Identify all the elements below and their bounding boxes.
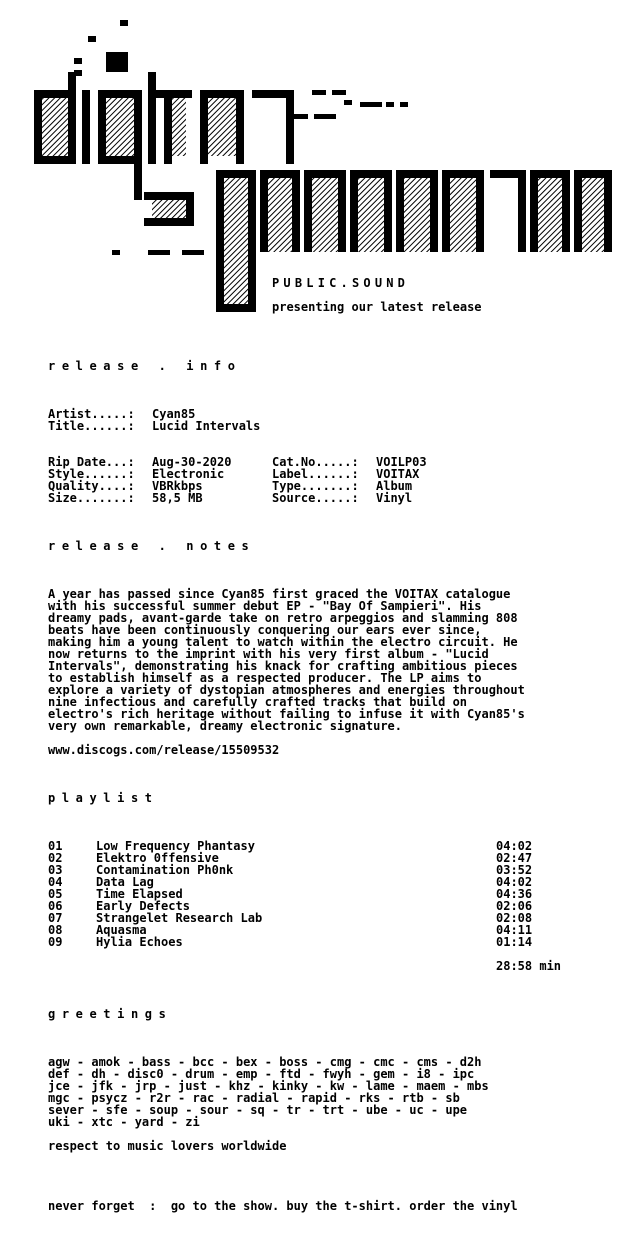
style-label: Style......: (48, 467, 135, 481)
catno-label: Cat.No.....: (272, 455, 359, 469)
track-number: 01 (48, 839, 63, 853)
track-number: 08 (48, 923, 63, 937)
never-forget-line: never forget : go to the show. buy the t-shirt. order the vinyl (48, 1199, 518, 1213)
rip-date-value: Aug-30-2020 (152, 455, 232, 469)
size-label: Size.......: (48, 491, 135, 505)
tagline: PUBLIC.SOUND (272, 276, 410, 290)
track-time: 02:06 (496, 899, 533, 913)
greetings-line: uki - xtc - yard - zi (48, 1115, 200, 1129)
type-value: Album (376, 479, 413, 493)
greetings-line: def - dh - disc0 - drum - emp - ftd - fwyh - gem - i8 - ipc (48, 1067, 475, 1081)
quality-value: VBRkbps (152, 479, 203, 493)
track-time: 04:36 (496, 887, 533, 901)
source-value: Vinyl (376, 491, 413, 505)
track-number: 05 (48, 887, 63, 901)
track-title: Elektro 0ffensive (96, 851, 219, 865)
track-number: 02 (48, 851, 63, 865)
section-title-release-info: release . info (48, 359, 242, 373)
track-time: 04:02 (496, 875, 533, 889)
track-title: Low Frequency Phantasy (96, 839, 255, 853)
artist-label: Artist.....: (48, 407, 135, 421)
track-number: 06 (48, 899, 63, 913)
track-time: 04:11 (496, 923, 533, 937)
section-title-playlist: playlist (48, 791, 159, 805)
section-title-release-notes: release . notes (48, 539, 256, 553)
digital-phantasm-logo (30, 20, 620, 320)
rip-date-label: Rip Date...: (48, 455, 135, 469)
greetings-line: agw - amok - bass - bcc - bex - boss - cmg - cmc - cms - d2h (48, 1055, 482, 1069)
track-time: 02:47 (496, 851, 533, 865)
track-title: Early Defects (96, 899, 190, 913)
track-number: 07 (48, 911, 63, 925)
greetings-line: mgc - psycz - r2r - rac - radial - rapid - rks - rtb - sb (48, 1091, 460, 1105)
size-value: 58,5 MB (152, 491, 203, 505)
style-value: Electronic (152, 467, 225, 481)
title-value: Lucid Intervals (152, 419, 261, 433)
label-value: VOITAX (376, 467, 420, 481)
track-time: 02:08 (496, 911, 533, 925)
track-title: Aquasma (96, 923, 147, 937)
track-title: Time Elapsed (96, 887, 183, 901)
section-title-greetings: greetings (48, 1007, 173, 1021)
track-number: 03 (48, 863, 63, 877)
track-number: 04 (48, 875, 63, 889)
discogs-link[interactable]: www.discogs.com/release/15509532 (48, 743, 280, 757)
track-time: 04:02 (496, 839, 533, 853)
track-number: 09 (48, 935, 63, 949)
type-label: Type.......: (272, 479, 359, 493)
greetings-line: jce - jfk - jrp - just - khz - kinky - kw - lame - maem - mbs (48, 1079, 489, 1093)
respect-line: respect to music lovers worldwide (48, 1139, 287, 1153)
track-title: Contamination Ph0nk (96, 863, 234, 877)
quality-label: Quality....: (48, 479, 135, 493)
track-time: 01:14 (496, 935, 533, 949)
track-time: 03:52 (496, 863, 533, 877)
playlist-total: 28:58 min (496, 959, 562, 973)
track-title: Hylia Echoes (96, 935, 183, 949)
release-notes-body: A year has passed since Cyan85 first graced the VOITAX catalogue with his successful summer debut EP - "Bay Of Sampieri". His dreamy pads, avant-garde take on retro arpeggios and slamming 808 beats have been continuously conquering our ears ever since, making him a young talent to watch within the electro circuit. He now returns to the imprint with his very first album - "Lucid Intervals", demonstrating his knack for crafting ambitious pieces to establish himself as a respected producer. The LP aims to explore a variety of dystopian atmospheres and energies throughout nine infectious and carefully crafted tracks that build on electro's rich heritage without failing to infuse it with Cyan85's very own remarkable, dreamy electronic signature. (48, 587, 525, 733)
presenting-line: presenting our latest release (272, 300, 482, 314)
label-label: Label......: (272, 467, 359, 481)
title-label: Title......: (48, 419, 135, 433)
source-label: Source.....: (272, 491, 359, 505)
track-title: Data Lag (96, 875, 154, 889)
artist-value: Cyan85 (152, 407, 196, 421)
track-title: Strangelet Research Lab (96, 911, 263, 925)
catno-value: VOILP03 (376, 455, 427, 469)
greetings-line: sever - sfe - soup - sour - sq - tr - trt - ube - uc - upe (48, 1103, 468, 1117)
